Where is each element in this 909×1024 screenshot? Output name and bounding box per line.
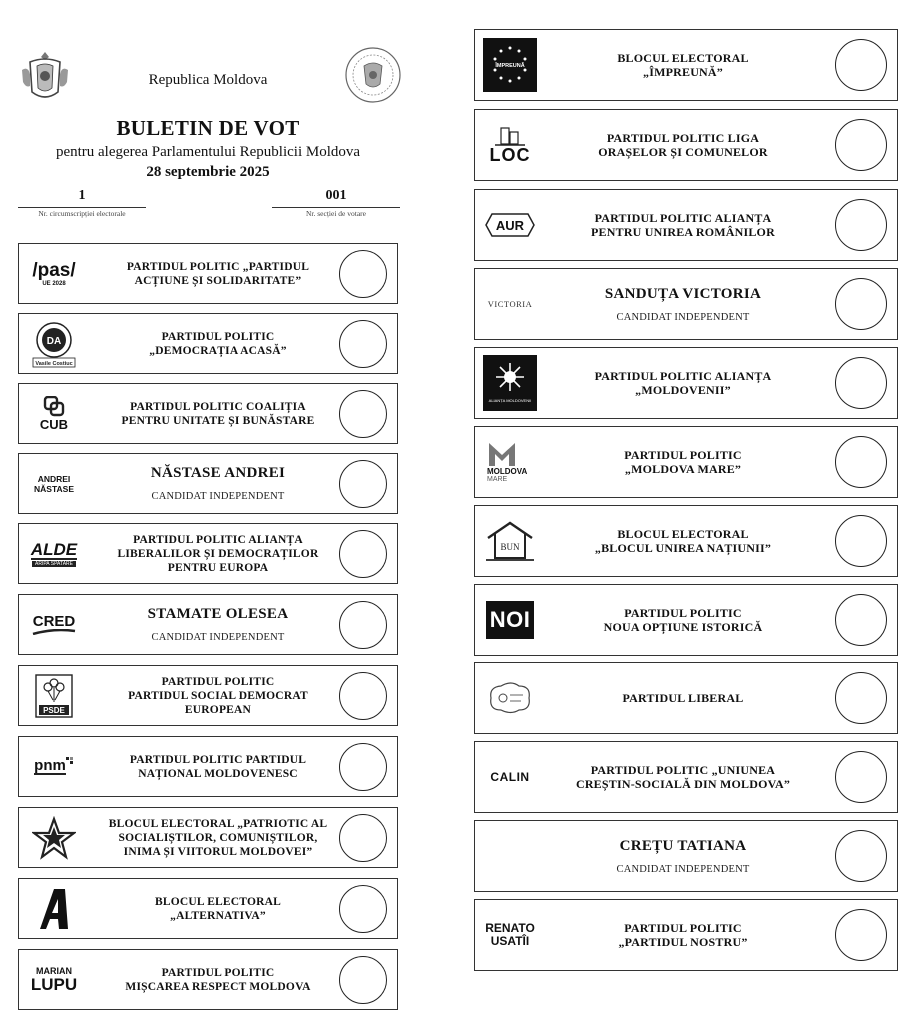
impreuna-logo-text: ÎMPREUNĂ [495,63,525,69]
option-line: PARTIDUL POLITIC LIGA [606,131,760,145]
option-line: BLOCUL ELECTORAL [617,51,749,65]
noi-logo-icon [481,593,539,647]
option-line: PENTRU EUROPA [167,561,269,574]
option-line: „DEMOCRAȚIA ACASĂ” [149,344,287,357]
option-line: INIMA ȘI VIITORUL MOLDOVEI” [123,845,313,858]
aur-logo-text: AUR [495,218,525,233]
option-label [85,737,351,796]
option-line: CREȘTIN-SOCIALĂ DIN MOLDOVA” [575,777,791,791]
vote-circle[interactable] [835,594,887,646]
option-line: „ALTERNATIVA” [170,909,266,922]
bun-logo-icon [481,514,539,568]
cub-logo-icon [25,387,83,441]
vote-circle[interactable] [339,460,387,508]
ballot-option-loc[interactable] [474,109,898,181]
candidate-role: CANDIDAT INDEPENDENT [151,632,285,643]
option-line: BLOCUL ELECTORAL [154,895,281,908]
option-label [85,879,351,938]
ballot-option-blocul-patriotic[interactable] [18,807,398,868]
candidate-role: CANDIDAT INDEPENDENT [151,491,285,502]
pas-logo-icon [25,247,83,301]
option-line: „ÎMPREUNĂ” [643,65,723,79]
option-label [545,427,821,497]
circumscription-number-value: 1 [78,188,86,203]
ballot-option-alternativa[interactable] [18,878,398,939]
marian-lupu-logo-subtext: LUPU [30,975,78,994]
ballot-option-respect-moldova[interactable] [18,949,398,1010]
ballot-option-partidul-liberal[interactable] [474,662,898,734]
option-label [545,269,821,339]
alde-logo-subtext: ARIPA SPATARE [32,561,76,567]
vote-circle[interactable] [835,751,887,803]
vote-circle[interactable] [339,320,387,368]
option-line: PARTIDUL LIBERAL [622,691,744,705]
moldova-mare-logo-text: MOLDOVA [487,466,528,476]
ballot-option-impreuna[interactable] [474,29,898,101]
vote-circle[interactable] [835,199,887,251]
vote-circle[interactable] [835,436,887,488]
alianta-moldovenii-logo-text: ALIANȚA MOLDOVENII [488,398,532,403]
option-line: PARTIDUL POLITIC „PARTIDUL [126,260,310,273]
option-label [85,454,351,513]
ballot-option-cretu-tatiana[interactable] [474,820,898,892]
candidate-name: SANDUȚA VICTORIA [604,285,762,302]
option-line: PARTIDUL SOCIAL DEMOCRAT [128,689,308,702]
vote-circle[interactable] [339,390,387,438]
aur-logo-icon [481,198,539,252]
option-line: NOUA OPȚIUNE ISTORICĂ [603,620,763,634]
loc-logo-text: LOC [489,145,531,165]
option-line: PARTIDUL POLITIC [624,448,742,462]
marian-lupu-logo-icon [25,953,83,1007]
impreuna-logo-icon [481,38,539,92]
option-line: PARTIDUL POLITIC [624,606,742,620]
calin-logo-icon [481,750,539,804]
pl-logo-icon [481,671,539,725]
loc-logo-icon [481,118,539,172]
pnm-logo-text: pnm [34,757,66,774]
option-line: „MOLDOVENII” [635,383,731,397]
option-line: PARTIDUL POLITIC [161,330,275,343]
election-date: 28 septembrie 2025 [146,164,270,180]
candidate-role: CANDIDAT INDEPENDENT [616,311,750,323]
ballot-option-nastase-andrei[interactable] [18,453,398,514]
option-label [85,950,351,1009]
option-label [545,110,821,180]
option-line: PARTIDUL POLITIC „UNIUNEA [590,763,776,777]
psde-logo-icon [25,669,83,723]
candidate-name: STAMATE OLESEA [147,606,289,622]
option-label [545,900,821,970]
ballot-option-alde[interactable] [18,523,398,584]
ballot-option-moldova-mare[interactable] [474,426,898,498]
vote-circle[interactable] [339,956,387,1004]
option-label [85,524,351,583]
option-line: PARTIDUL POLITIC [624,921,742,935]
vote-circle[interactable] [339,530,387,578]
option-line: BLOCUL ELECTORAL „PATRIOTIC AL [108,817,328,830]
vote-circle[interactable] [339,743,387,791]
vote-circle[interactable] [835,909,887,961]
vote-circle[interactable] [339,885,387,933]
option-label [85,666,351,725]
marian-lupu-logo-text: MARIAN [36,966,72,976]
pas-logo-subtext: UE 2028 [42,280,66,287]
option-line: PARTIDUL POLITIC ALIANȚA [133,533,303,546]
star-logo-icon [25,811,83,865]
democratia-acasa-logo-icon [25,317,83,371]
vote-circle[interactable] [339,601,387,649]
ballot-option-sanduta-victoria[interactable] [474,268,898,340]
option-line: PARTIDUL POLITIC [161,966,275,979]
vote-circle[interactable] [835,515,887,567]
option-label [85,384,351,443]
option-line: PARTIDUL POLITIC ALIANȚA [594,369,772,383]
option-label [545,30,821,100]
candidate-name: NĂSTASE ANDREI [150,465,286,481]
option-line: LIBERALILOR ȘI DEMOCRAȚILOR [117,547,319,560]
ballot-option-noi[interactable] [474,584,898,656]
circumscription-number-caption: Nr. circumscripției electorale [38,209,126,218]
option-line: BLOCUL ELECTORAL [617,527,749,541]
option-line: ACȚIUNE ȘI SOLIDARITATE” [134,274,302,287]
andrei-nastase-logo-icon [25,457,83,511]
vote-circle[interactable] [835,119,887,171]
nastase-logo-text: ANDREI NĂSTASE [34,473,74,494]
pnm-logo-icon [25,740,83,794]
da-logo-subtext: Vasile Costiuc [35,360,73,367]
ballot-option-pnm[interactable] [18,736,398,797]
renato-usatii-logo-text: RENATO [485,921,535,935]
option-line: ORAȘELOR ȘI COMUNELOR [598,145,768,159]
option-line: PENTRU UNITATE ȘI BUNĂSTARE [121,414,315,427]
republic-name: Republica Moldova [148,72,268,88]
option-line: „BLOCUL UNIREA NAȚIUNII” [594,541,772,555]
option-line: NAȚIONAL MOLDOVENESC [138,767,298,780]
option-line: PARTIDUL POLITIC ALIANȚA [594,211,772,225]
option-label [85,314,351,373]
option-label [545,190,821,260]
section-number [272,188,400,218]
ballot-option-alianta-moldovenii[interactable] [474,347,898,419]
vote-circle[interactable] [339,814,387,862]
section-number-value: 001 [325,188,347,203]
option-label [545,585,821,655]
noi-logo-text: NOI [486,601,535,639]
option-label [545,348,821,418]
option-line: PENTRU UNIREA ROMÂNILOR [591,225,775,239]
cred-logo-text: CRED [32,613,76,630]
ballot-option-democratia-acasa[interactable] [18,313,398,374]
option-label [85,808,351,867]
section-number-caption: Nr. secției de votare [306,209,366,218]
moldova-mare-logo-subtext: MARE [487,475,508,483]
ballot-option-uniunea-crestin-sociala[interactable] [474,741,898,813]
vote-circle[interactable] [835,278,887,330]
alde-logo-icon [25,527,83,581]
cred-logo-icon [25,598,83,652]
alde-logo-text: ALDE [30,539,78,559]
ballot-option-bun[interactable] [474,505,898,577]
vote-circle[interactable] [835,39,887,91]
option-line: MIȘCAREA RESPECT MOLDOVA [125,980,311,993]
option-line: PARTIDUL POLITIC [161,675,275,688]
vote-circle[interactable] [835,830,887,882]
option-line: SOCIALIȘTILOR, COMUNIȘTILOR, [118,831,318,844]
option-label [85,244,351,303]
vote-circle[interactable] [835,357,887,409]
vote-circle[interactable] [339,672,387,720]
renato-usatii-logo-icon [481,908,539,962]
option-line: „PARTIDUL NOSTRU” [618,935,748,949]
ballot-option-pas[interactable] [18,243,398,304]
alianta-moldovenii-logo-icon [481,356,539,410]
calin-logo-text: CALIN [490,770,530,784]
option-label [545,821,821,891]
candidate-name: CREȚU TATIANA [619,837,747,854]
cub-logo-text: CUB [39,416,69,432]
victoria-logo-text: VICTORIA [487,299,533,309]
renato-usatii-logo-subtext: USATÎI [490,934,530,948]
alternativa-logo-icon [25,882,83,936]
option-label [545,663,821,733]
bun-logo-text: BUN [500,542,520,552]
ballot-option-aur[interactable] [474,189,898,261]
ballot-option-stamate-olesea[interactable] [18,594,398,655]
vote-circle[interactable] [835,672,887,724]
psde-logo-text: PSDE [43,705,65,715]
option-label [85,595,351,654]
ballot-title: BULETIN DE VOT [116,116,300,140]
moldova-mare-logo-icon [481,435,539,489]
vote-circle[interactable] [339,250,387,298]
ballot-option-psde[interactable] [18,665,398,726]
pas-logo-text: /pas/ [32,259,76,281]
option-line: „MOLDOVA MARE” [624,462,742,476]
option-line: PARTIDUL POLITIC COALIȚIA [130,400,306,413]
ballot-header [18,40,398,240]
da-logo-text: DA [46,335,62,347]
circumscription-number [18,188,146,218]
option-line: PARTIDUL POLITIC PARTIDUL [129,753,307,766]
option-label [545,742,821,812]
victoria-logo-icon [481,277,539,331]
ballot-subtitle: pentru alegerea Parlamentului Republicii Moldova [55,144,361,160]
option-line: EUROPEAN [184,703,252,716]
ballot-option-cub[interactable] [18,383,398,444]
option-label [545,506,821,576]
candidate-role: CANDIDAT INDEPENDENT [616,863,750,875]
ballot-option-partidul-nostru[interactable] [474,899,898,971]
